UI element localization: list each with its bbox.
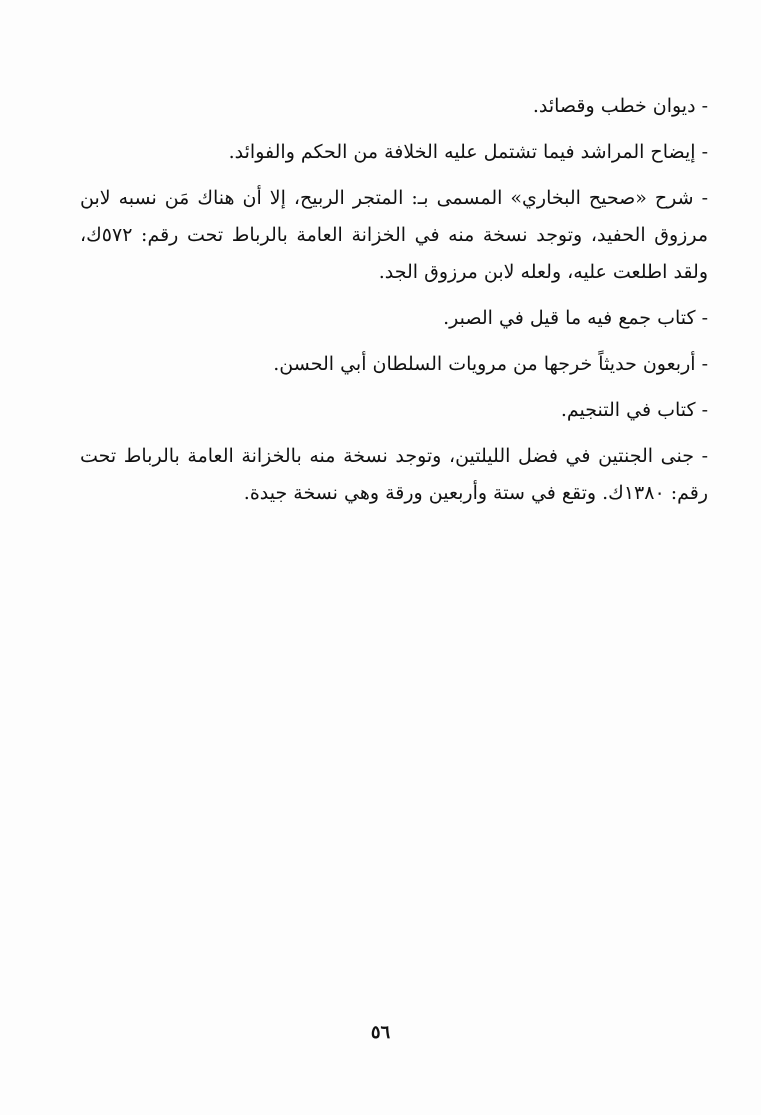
- list-item: - جنى الجنتين في فضل الليلتين، وتوجد نسخة منه بالخزانة العامة بالرباط تحت رقم: ١٣٨٠ك. وتقع في ستة وأربعين ورقة وهي نسخة جيدة.: [80, 445, 708, 504]
- list-item: - ديوان خطب وقصائد.: [532, 95, 708, 117]
- list-item: - كتاب في التنجيم.: [560, 399, 708, 421]
- list-item: - شرح «صحيح البخاري» المسمى بـ: المتجر الربيح، إلا أن هناك مَن نسبه لابن مرزوق الحفيد، وتوجد نسخة منه في الخزانة العامة بالرباط تحت رقم: ٥٧٢ك، ولقد اطلعت عليه، ولعله لابن مرزوق الجد.: [80, 187, 708, 283]
- page-number: ٥٦: [370, 1022, 391, 1043]
- list-item: - أربعون حديثاً خرجها من مرويات السلطان أبي الحسن.: [273, 353, 708, 375]
- text-block: [80, 88, 708, 512]
- list-item: - إيضاح المراشد فيما تشتمل عليه الخلافة من الحكم والفوائد.: [228, 141, 708, 163]
- list-item: - كتاب جمع فيه ما قيل في الصبر.: [443, 307, 708, 329]
